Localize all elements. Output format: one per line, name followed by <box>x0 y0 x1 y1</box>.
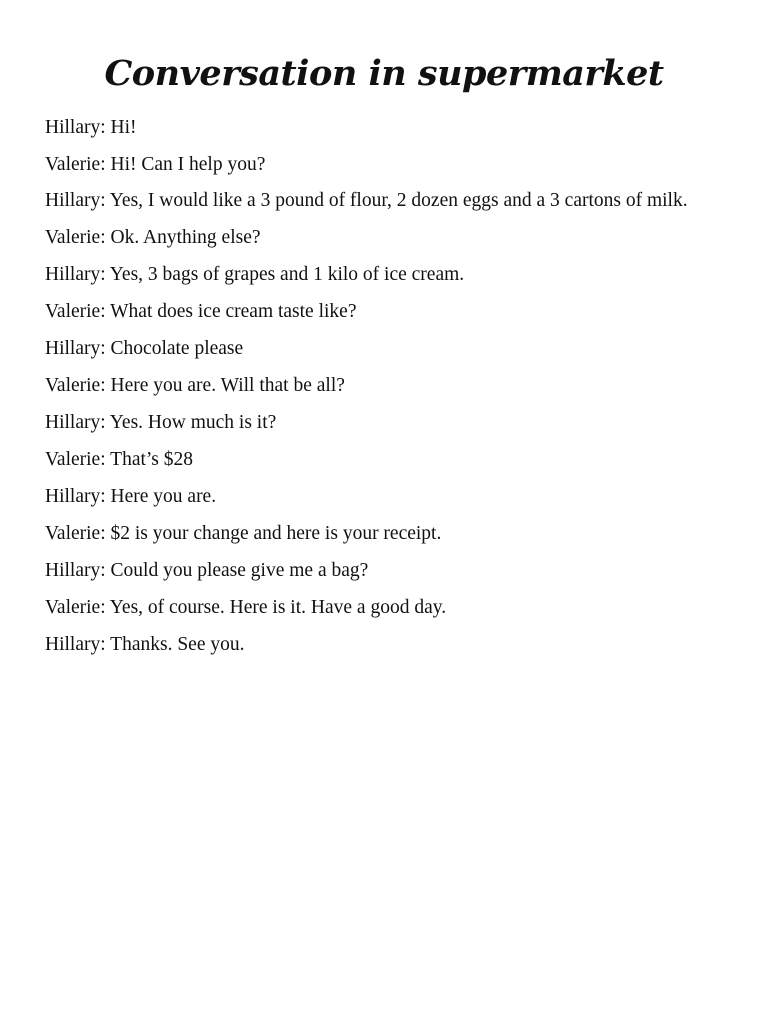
dialogue-line: Valerie: Yes, of course. Here is it. Have a good day. <box>45 597 447 618</box>
dialogue-line: Valerie: Hi! Can I help you? <box>45 154 266 175</box>
dialogue-line: Hillary: Could you please give me a bag? <box>45 560 369 581</box>
dialogue-line: Hillary: Yes, I would like a 3 pound of flour, 2 dozen eggs and a 3 cartons of milk. <box>45 190 688 211</box>
dialogue-line: Hillary: Thanks. See you. <box>45 634 245 655</box>
dialogue-line: Hillary: Chocolate please <box>45 338 244 359</box>
dialogue-line: Hillary: Here you are. <box>45 486 217 507</box>
dialogue <box>45 114 735 668</box>
dialogue-line: Hillary: Yes, 3 bags of grapes and 1 kilo of ice cream. <box>45 264 465 285</box>
page-title: Conversation in supermarket <box>104 53 664 94</box>
dialogue-line: Valerie: Here you are. Will that be all? <box>45 375 345 396</box>
dialogue-line: Hillary: Yes. How much is it? <box>45 412 277 433</box>
dialogue-line: Valerie: That’s $28 <box>45 449 194 470</box>
dialogue-line: Valerie: What does ice cream taste like? <box>45 301 357 322</box>
dialogue-line: Valerie: $2 is your change and here is your receipt. <box>45 523 442 544</box>
dialogue-line: Valerie: Ok. Anything else? <box>45 227 261 248</box>
dialogue-line: Hillary: Hi! <box>45 117 137 138</box>
